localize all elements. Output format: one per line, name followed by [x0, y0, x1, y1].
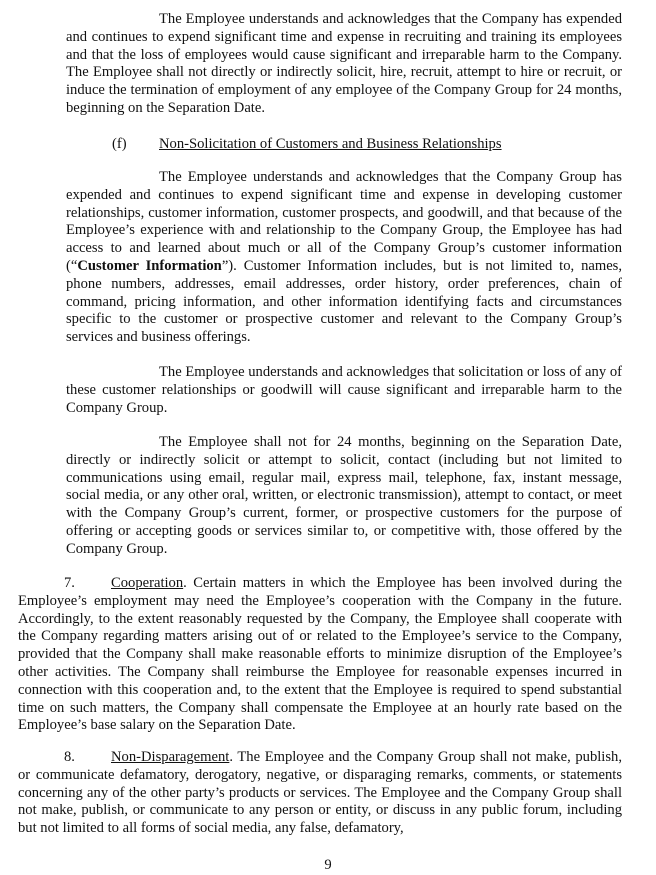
paragraph-customer-harm: The Employee understands and acknowledges that solicitation or loss of any of these customer relationships or goodwill will cause significant and irreparable harm to the Company Group.	[66, 364, 622, 416]
section-8-body: . The Employee and the Company Group shall not make, publish, or communicate defamatory, derogatory, negative, or disparaging remarks, comments, or statements concerning any of the other party’s products or services. The Employee and the Company Group shall not make, publish, or communicate to any person or entity, or discuss in any public forum, including but not limited to all forms of social media, any false, defamatory,	[18, 749, 622, 837]
page-number: 9	[324, 857, 332, 873]
subsection-f-title: Non-Solicitation of Customers and Business Relationships	[159, 136, 502, 152]
section-7-cooperation	[18, 575, 622, 735]
paragraph-customer-non-solicitation: The Employee shall not for 24 months, beginning on the Separation Date, directly or indirectly solicit or attempt to solicit, contact (including but not limited to communications using email, regular mail, express mail, telephone, fax, instant message, social media, or any other oral, written, or electronic transmission), attempt to contact, or meet with the Company Group’s current, former, or prospective customers for the purpose of offering or accepting goods or services similar to, or competitive with, those offered by the Company Group.	[66, 434, 622, 557]
section-7-number: 7.	[64, 575, 75, 591]
section-7-body: . Certain matters in which the Employee has been involved during the Employee’s employment may need the Employee’s cooperation with the Company in the future. Accordingly, to the extent reasonably requested by the Company, the Employee shall cooperate with the Company regarding matters arising out of or related to the Employee’s service to the Company, provided that the Company shall make reasonable efforts to minimize disruption of the Employee’s other activities. The Company shall reimburse the Employee for reasonable expenses incurred in connection with this cooperation and, to the extent that the Employee is required to spend substantial time on such matters, the Company shall compensate the Employee at an hourly rate based on the Employee’s base salary on the Separation Date.	[18, 575, 622, 734]
section-8-non-disparagement	[18, 749, 622, 838]
paragraph-customer-information-start: The Employee understands and acknowledges that the Company Group has expended and continues to expend significant time and expense in developing customer relationships, customer information, customer prospects, and goodwill, and that because of the Employee’s experience with and relationship to the Company Group, the Employee has had access to and learned about much or all of the Company Group’s customer information (“	[66, 169, 622, 274]
paragraph-customer-information-end: ”). Customer Information includes, but is not limited to, names, phone numbers, addresses, email addresses, order history, order preferences, chain of command, pricing information, and other information identifying facts and circumstances specific to the customer or prospective customer and relevant to the Company Group’s services and business offerings.	[66, 257, 622, 346]
section-8-number: 8.	[64, 749, 75, 765]
paragraph-employee-non-solicitation: The Employee understands and acknowledges that the Company has expended and continues to expend significant time and expense in recruiting and training its employees and that the loss of employees would cause significant and irreparable harm to the Company. The Employee shall not directly or indirectly solicit, hire, recruit, attempt to hire or recruit, or induce the termination of employment of any employee of the Company Group for 24 months, beginning on the Separation Date.	[66, 11, 622, 116]
section-7-title: Cooperation	[111, 575, 184, 591]
paragraph-customer-information	[66, 169, 622, 347]
subsection-f-marker: (f)	[112, 136, 127, 152]
defined-term-customer-information: Customer Information	[77, 257, 222, 274]
section-8-title: Non-Disparagement	[111, 749, 230, 765]
